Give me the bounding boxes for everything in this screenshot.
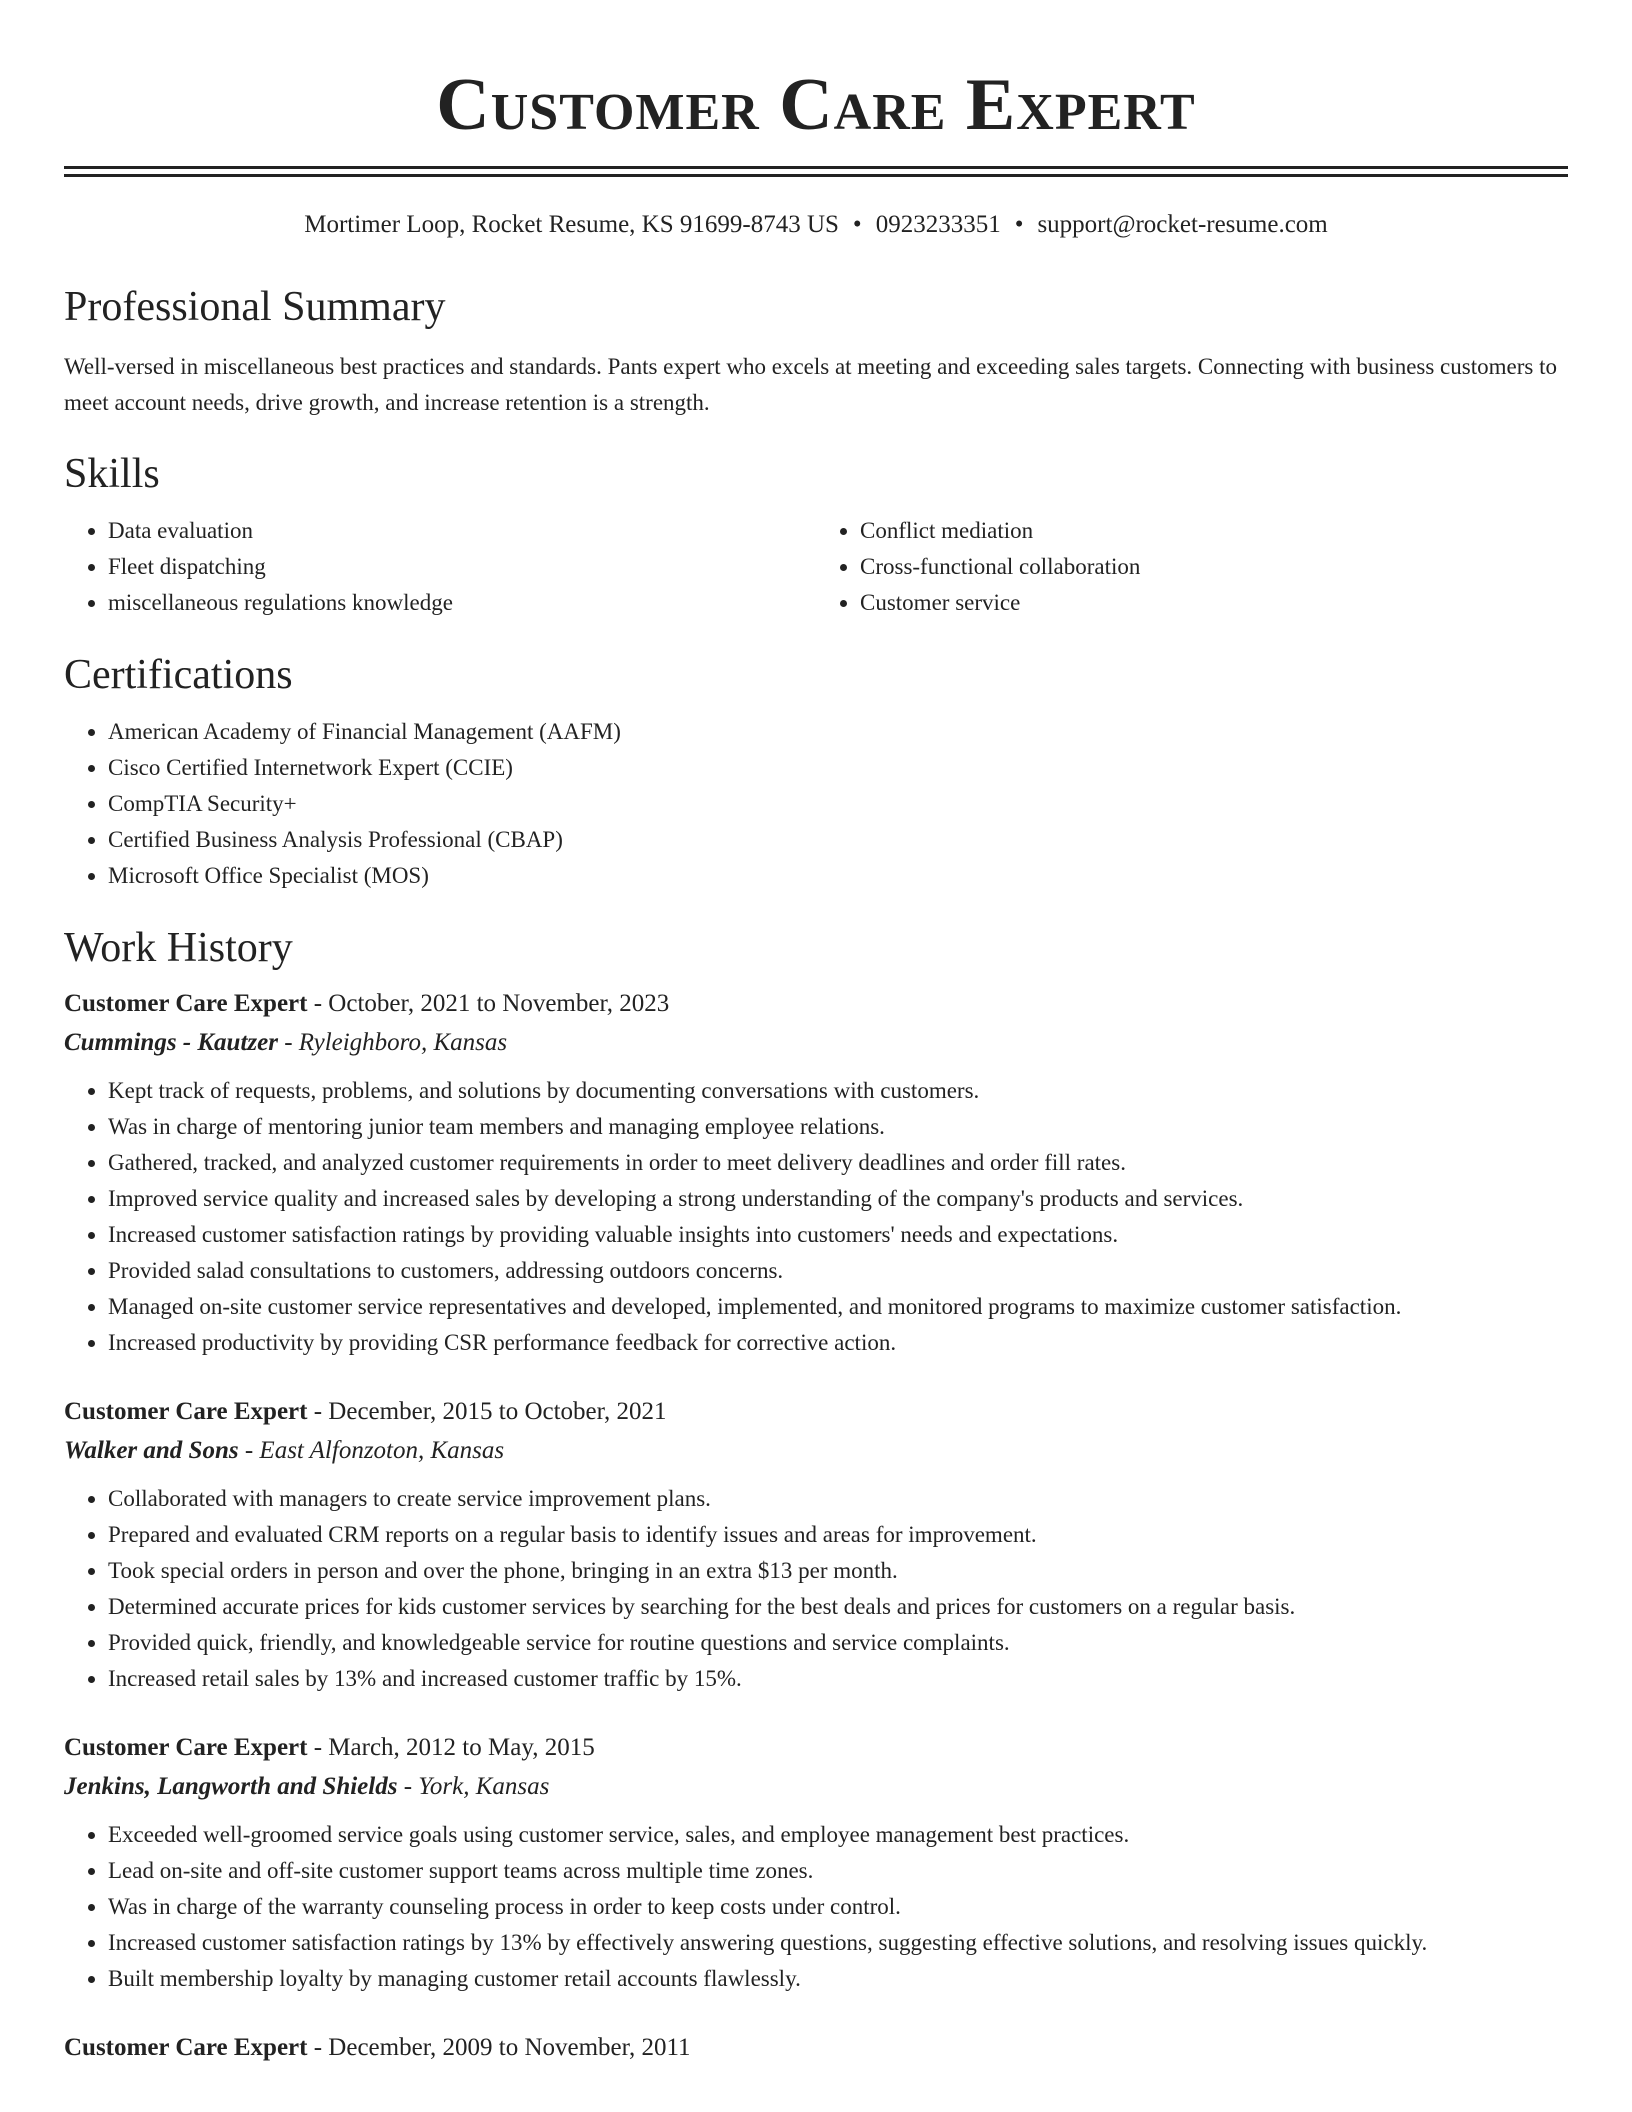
job-title-line (64, 1393, 1568, 1431)
certification-item: • Cisco Certified Internetwork Expert (CCIE) (108, 750, 1568, 786)
certification-item: • CompTIA Security+ (108, 786, 1568, 822)
skill-item: • Customer service (860, 585, 1568, 621)
contact-email: support@rocket-resume.com (1037, 211, 1328, 238)
resume-title: Customer Care Expert (436, 64, 1196, 146)
job-title: Customer Care Expert (64, 2034, 308, 2061)
job-dates: - December, 2015 to October, 2021 (307, 1398, 667, 1425)
job-bullets (64, 1817, 1568, 1997)
certifications-list (64, 714, 1568, 894)
skills-list-left (64, 513, 816, 621)
summary-text: Well-versed in miscellaneous best practices and standards. Pants expert who excels at meeting and exceeding sales targets. Connecting with business customers to meet account needs, drive growth, and increase retention is a strength. (64, 354, 1557, 415)
job-bullets (64, 1481, 1568, 1697)
skill-item: • Fleet dispatching (108, 549, 816, 585)
company-name: Jenkins, Langworth and Shields (64, 1773, 398, 1800)
certifications-heading: Certifications (64, 652, 293, 698)
job-title: Customer Care Expert (64, 1734, 308, 1761)
job-bullet: • Provided quick, friendly, and knowledgeable service for routine questions and service complaints. (108, 1625, 1568, 1661)
contact-phone: 0923233351 (875, 211, 1001, 238)
skills-columns (64, 513, 1568, 621)
company-line (64, 1431, 1568, 1471)
job-bullet: • Prepared and evaluated CRM reports on a regular basis to identify issues and areas for improvement. (108, 1517, 1568, 1553)
job-bullets (64, 1073, 1568, 1361)
job-title-line (64, 985, 1568, 1023)
job-dates: - December, 2009 to November, 2011 (307, 2034, 691, 2061)
skill-item: • Data evaluation (108, 513, 816, 549)
job-bullet: • Gathered, tracked, and analyzed customer requirements in order to meet delivery deadlines and order fill rates. (108, 1145, 1568, 1181)
job-title: Customer Care Expert (64, 990, 308, 1017)
job-entry (64, 985, 1568, 1361)
title-double-rule (64, 166, 1568, 177)
contact-line (64, 210, 1568, 240)
job-entry (64, 2029, 1568, 2067)
job-bullet: • Increased retail sales by 13% and increased customer traffic by 15%. (108, 1661, 1568, 1697)
job-title-line (64, 2029, 1568, 2067)
company-line (64, 1023, 1568, 1063)
certification-item: • Certified Business Analysis Professional (CBAP) (108, 822, 1568, 858)
job-bullet: • Determined accurate prices for kids customer services by searching for the best deals and prices for customers on a regular basis. (108, 1589, 1568, 1625)
job-bullet: • Improved service quality and increased sales by developing a strong understanding of the company's products and services. (108, 1181, 1568, 1217)
job-bullet: • Was in charge of the warranty counseling process in order to keep costs under control. (108, 1889, 1568, 1925)
company-line (64, 1767, 1568, 1807)
company-location: - Ryleighboro, Kansas (277, 1029, 508, 1056)
job-dates: - October, 2021 to November, 2023 (307, 990, 670, 1017)
job-bullet: • Exceeded well-groomed service goals using customer service, sales, and employee management best practices. (108, 1817, 1568, 1853)
company-name: Walker and Sons (64, 1437, 239, 1464)
skill-item: • Conflict mediation (860, 513, 1568, 549)
job-bullet: • Increased customer satisfaction ratings by providing valuable insights into customers' needs and expectations. (108, 1217, 1568, 1253)
job-bullet: • Built membership loyalty by managing customer retail accounts flawlessly. (108, 1961, 1568, 1997)
company-location: - East Alfonzoton, Kansas (238, 1437, 505, 1464)
certification-item: • Microsoft Office Specialist (MOS) (108, 858, 1568, 894)
contact-separator: • (852, 211, 862, 238)
skill-item: • Cross-functional collaboration (860, 549, 1568, 585)
job-entry (64, 1729, 1568, 1997)
summary-heading: Professional Summary (64, 284, 446, 330)
job-bullet: • Lead on-site and off-site customer support teams across multiple time zones. (108, 1853, 1568, 1889)
job-bullet: • Collaborated with managers to create service improvement plans. (108, 1481, 1568, 1517)
job-bullet: • Was in charge of mentoring junior team members and managing employee relations. (108, 1109, 1568, 1145)
skills-heading: Skills (64, 451, 160, 497)
work-history-heading: Work History (64, 925, 293, 971)
job-title: Customer Care Expert (64, 1398, 308, 1425)
job-bullet: • Increased customer satisfaction ratings by 13% by effectively answering questions, suggesting effective solutions, and resolving issues quickly. (108, 1925, 1568, 1961)
job-title-line (64, 1729, 1568, 1767)
contact-separator: • (1014, 211, 1024, 238)
resume-page (64, 0, 1568, 2067)
job-bullet: • Kept track of requests, problems, and solutions by documenting conversations with customers. (108, 1073, 1568, 1109)
job-dates: - March, 2012 to May, 2015 (307, 1734, 595, 1761)
skill-item: • miscellaneous regulations knowledge (108, 585, 816, 621)
job-entry (64, 1393, 1568, 1697)
contact-address: Mortimer Loop, Rocket Resume, KS 91699-8743 US (304, 211, 839, 238)
job-bullet: • Provided salad consultations to customers, addressing outdoors concerns. (108, 1253, 1568, 1289)
company-name: Cummings - Kautzer (64, 1029, 278, 1056)
company-location: - York, Kansas (397, 1773, 550, 1800)
job-bullet: • Took special orders in person and over the phone, bringing in an extra $13 per month. (108, 1553, 1568, 1589)
job-bullet: • Increased productivity by providing CSR performance feedback for corrective action. (108, 1325, 1568, 1361)
certification-item: • American Academy of Financial Management (AAFM) (108, 714, 1568, 750)
job-bullet: • Managed on-site customer service representatives and developed, implemented, and monitored programs to maximize customer satisfaction. (108, 1289, 1568, 1325)
skills-list-right (816, 513, 1568, 621)
